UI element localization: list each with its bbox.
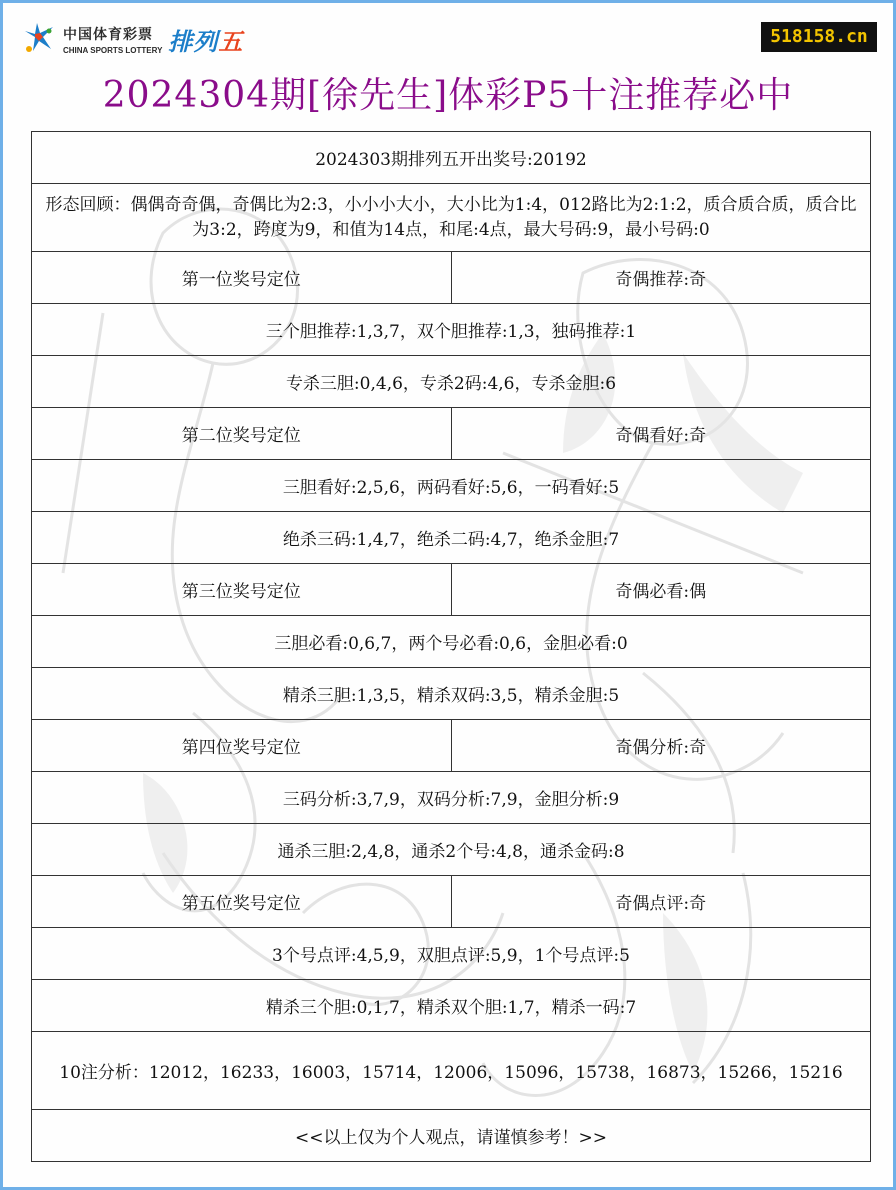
table-row	[32, 668, 871, 720]
position-2-picks: 三胆看好:2,5,6，两码看好:5,6，一码看好:5	[32, 460, 871, 512]
lottery-star-icon	[21, 21, 57, 57]
table-row	[32, 132, 871, 184]
pattern-review: 形态回顾：偶偶奇奇偶，奇偶比为2:3，小小小大小，大小比为1:4，012路比为2:1:2，质合质合质，质合比为3:2，跨度为9，和值为14点，和尾:4点，最大号码:9，最小号码:0	[32, 184, 871, 252]
table-row	[32, 980, 871, 1032]
position-5-picks: 3个号点评:4,5,9，双胆点评:5,9，1个号点评:5	[32, 928, 871, 980]
table-row	[32, 1110, 871, 1162]
site-badge[interactable]: 518158.cn	[761, 22, 877, 52]
position-3-kills: 精杀三胆:1,3,5，精杀双码:3,5，精杀金胆:5	[32, 668, 871, 720]
position-3-picks: 三胆必看:0,6,7，两个号必看:0,6，金胆必看:0	[32, 616, 871, 668]
table-row	[32, 772, 871, 824]
position-3-odd-even: 奇偶必看:偶	[451, 564, 871, 616]
table-row	[32, 512, 871, 564]
position-2-title: 第二位奖号定位	[32, 408, 452, 460]
position-5-kills: 精杀三个胆:0,1,7，精杀双个胆:1,7，精杀一码:7	[32, 980, 871, 1032]
position-1-odd-even: 奇偶推荐:奇	[451, 252, 871, 304]
position-5-title: 第五位奖号定位	[32, 876, 452, 928]
logo-game-last: 五	[218, 27, 244, 56]
recommendation-table	[31, 131, 871, 1162]
disclaimer: <<以上仅为个人观点，请谨慎参考！>>	[32, 1110, 871, 1162]
position-1-kills: 专杀三胆:0,4,6，专杀2码:4,6，专杀金胆:6	[32, 356, 871, 408]
ten-bets-analysis: 10注分析：12012，16233，16003，15714，12006，15096，15738，16873，15266，15216	[32, 1032, 871, 1110]
table-row	[32, 616, 871, 668]
position-2-odd-even: 奇偶看好:奇	[451, 408, 871, 460]
table-row	[32, 408, 871, 460]
table-row	[32, 876, 871, 928]
table-row	[32, 1032, 871, 1110]
position-5-odd-even: 奇偶点评:奇	[451, 876, 871, 928]
position-4-title: 第四位奖号定位	[32, 720, 452, 772]
position-4-odd-even: 奇偶分析:奇	[451, 720, 871, 772]
table-row	[32, 184, 871, 252]
table-row	[32, 460, 871, 512]
table-row	[32, 252, 871, 304]
header	[3, 3, 893, 131]
table-row	[32, 928, 871, 980]
logo-game-main: 排列	[168, 27, 219, 56]
lottery-logo	[21, 21, 243, 57]
position-3-title: 第三位奖号定位	[32, 564, 452, 616]
last-draw-result: 2024303期排列五开出奖号:20192	[32, 132, 871, 184]
position-2-kills: 绝杀三码:1,4,7，绝杀二码:4,7，绝杀金胆:7	[32, 512, 871, 564]
position-1-picks: 三个胆推荐:1,3,7，双个胆推荐:1,3，独码推荐:1	[32, 304, 871, 356]
page-title: 2024304期[徐先生]体彩P5十注推荐必中	[102, 75, 794, 116]
logo-game-name	[168, 22, 243, 57]
logo-chinese-text: 中国体育彩票	[63, 26, 153, 43]
table-row	[32, 304, 871, 356]
position-4-kills: 通杀三胆:2,4,8，通杀2个号:4,8，通杀金码:8	[32, 824, 871, 876]
table-row	[32, 564, 871, 616]
table-row	[32, 356, 871, 408]
logo-english-text: CHINA SPORTS LOTTERY	[63, 45, 163, 55]
position-4-picks: 三码分析:3,7,9，双码分析:7,9，金胆分析:9	[32, 772, 871, 824]
position-1-title: 第一位奖号定位	[32, 252, 452, 304]
table-row	[32, 720, 871, 772]
table-row	[32, 824, 871, 876]
